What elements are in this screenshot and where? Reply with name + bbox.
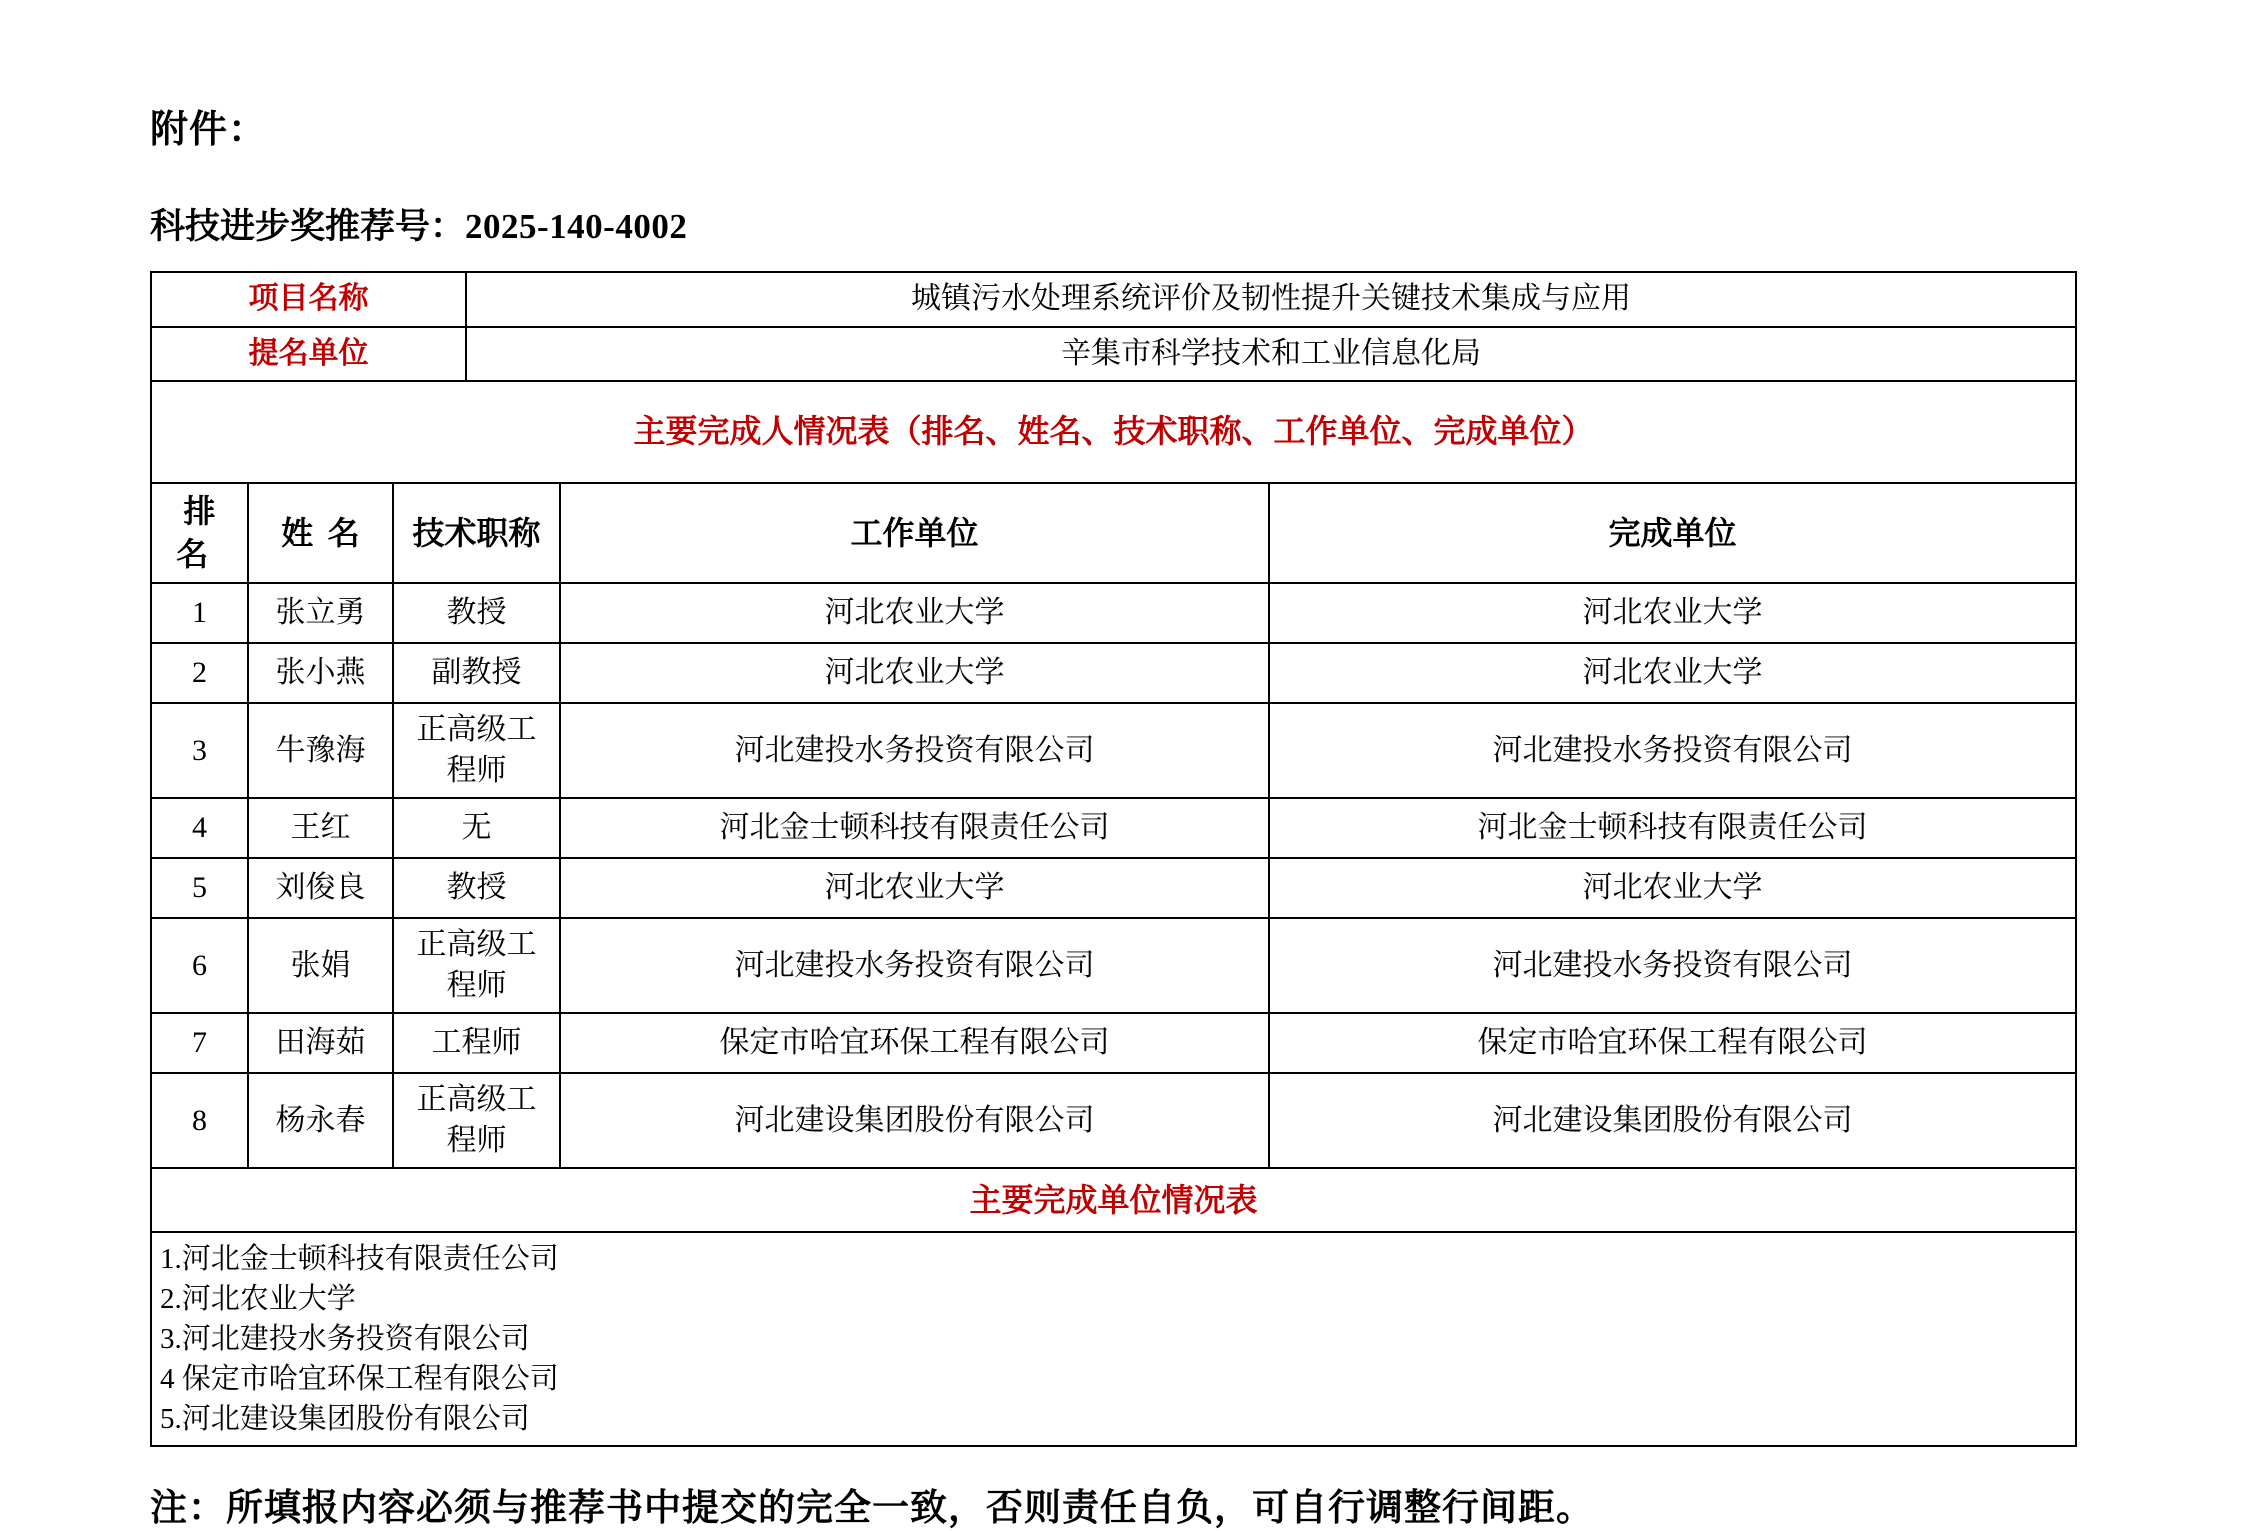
cell-work-unit: 河北建投水务投资有限公司	[560, 703, 1269, 798]
cell-tech-title: 无	[393, 798, 560, 858]
table-row	[151, 798, 2076, 858]
cell-work-unit: 保定市哈宜环保工程有限公司	[560, 1013, 1269, 1073]
table-row	[151, 583, 2076, 643]
cell-work-unit: 河北建投水务投资有限公司	[560, 918, 1269, 1013]
cell-completion-unit: 河北农业大学	[1269, 643, 2076, 703]
units-list-row	[151, 1232, 2076, 1446]
header-completion-unit: 完成单位	[1269, 483, 2076, 583]
recommendation-number-value: 2025-140-4002	[465, 207, 688, 246]
cell-name: 张立勇	[248, 583, 393, 643]
completers-section-title: 主要完成人情况表（排名、姓名、技术职称、工作单位、完成单位）	[151, 381, 2076, 483]
footer-note: 注：所填报内容必须与推荐书中提交的完全一致，否则责任自负，可自行调整行间距。	[150, 1487, 1594, 1529]
award-recommendation-table	[150, 271, 2077, 1447]
cell-rank: 3	[151, 703, 248, 798]
table-row	[151, 918, 2076, 1013]
cell-rank: 6	[151, 918, 248, 1013]
completers-header-row	[151, 483, 2076, 583]
cell-tech-title: 教授	[393, 858, 560, 918]
units-list	[151, 1232, 2076, 1446]
header-rank: 排名	[151, 483, 248, 583]
cell-completion-unit: 河北建设集团股份有限公司	[1269, 1073, 2076, 1168]
cell-work-unit: 河北农业大学	[560, 858, 1269, 918]
nominator-row	[151, 327, 2076, 382]
cell-tech-title: 教授	[393, 583, 560, 643]
cell-tech-title: 副教授	[393, 643, 560, 703]
cell-name: 田海茹	[248, 1013, 393, 1073]
list-item: 5.河北建设集团股份有限公司	[160, 1403, 530, 1436]
cell-tech-title: 工程师	[393, 1013, 560, 1073]
list-item: 4 保定市哈宜环保工程有限公司	[160, 1363, 559, 1396]
cell-name: 刘俊良	[248, 858, 393, 918]
list-item: 2.河北农业大学	[160, 1283, 356, 1316]
cell-tech-title: 正高级工程师	[393, 1073, 560, 1168]
table-row	[151, 1013, 2076, 1073]
list-item: 1.河北金士顿科技有限责任公司	[160, 1243, 559, 1276]
nominator-value: 辛集市科学技术和工业信息化局	[466, 327, 2076, 382]
cell-rank: 2	[151, 643, 248, 703]
cell-name: 王红	[248, 798, 393, 858]
cell-rank: 1	[151, 583, 248, 643]
cell-completion-unit: 保定市哈宜环保工程有限公司	[1269, 1013, 2076, 1073]
cell-completion-unit: 河北金士顿科技有限责任公司	[1269, 798, 2076, 858]
cell-name: 张小燕	[248, 643, 393, 703]
attachment-heading: 附件：	[150, 109, 268, 151]
header-work-unit: 工作单位	[560, 483, 1269, 583]
cell-rank: 8	[151, 1073, 248, 1168]
completers-section-title-row	[151, 381, 2076, 483]
cell-completion-unit: 河北农业大学	[1269, 583, 2076, 643]
document-page	[150, 0, 2075, 1531]
cell-work-unit: 河北金士顿科技有限责任公司	[560, 798, 1269, 858]
cell-name: 张娟	[248, 918, 393, 1013]
list-item: 3.河北建投水务投资有限公司	[160, 1323, 530, 1356]
table-row	[151, 1073, 2076, 1168]
cell-work-unit: 河北建设集团股份有限公司	[560, 1073, 1269, 1168]
cell-tech-title: 正高级工程师	[393, 703, 560, 798]
table-row	[151, 703, 2076, 798]
cell-tech-title: 正高级工程师	[393, 918, 560, 1013]
nominator-label: 提名单位	[151, 327, 466, 382]
cell-name: 牛豫海	[248, 703, 393, 798]
units-section-title-row	[151, 1168, 2076, 1232]
recommendation-number-label: 科技进步奖推荐号：	[150, 207, 466, 246]
project-name-row	[151, 272, 2076, 327]
header-tech-title: 技术职称	[393, 483, 560, 583]
recommendation-number-line	[150, 199, 2075, 249]
units-section-title: 主要完成单位情况表	[151, 1168, 2076, 1232]
cell-work-unit: 河北农业大学	[560, 643, 1269, 703]
table-row	[151, 643, 2076, 703]
cell-name: 杨永春	[248, 1073, 393, 1168]
cell-completion-unit: 河北农业大学	[1269, 858, 2076, 918]
table-row	[151, 858, 2076, 918]
cell-rank: 4	[151, 798, 248, 858]
project-name-value: 城镇污水处理系统评价及韧性提升关键技术集成与应用	[466, 272, 2076, 327]
cell-completion-unit: 河北建投水务投资有限公司	[1269, 918, 2076, 1013]
cell-work-unit: 河北农业大学	[560, 583, 1269, 643]
cell-completion-unit: 河北建投水务投资有限公司	[1269, 703, 2076, 798]
project-name-label: 项目名称	[151, 272, 466, 327]
cell-rank: 5	[151, 858, 248, 918]
header-name: 姓名	[248, 483, 393, 583]
cell-rank: 7	[151, 1013, 248, 1073]
